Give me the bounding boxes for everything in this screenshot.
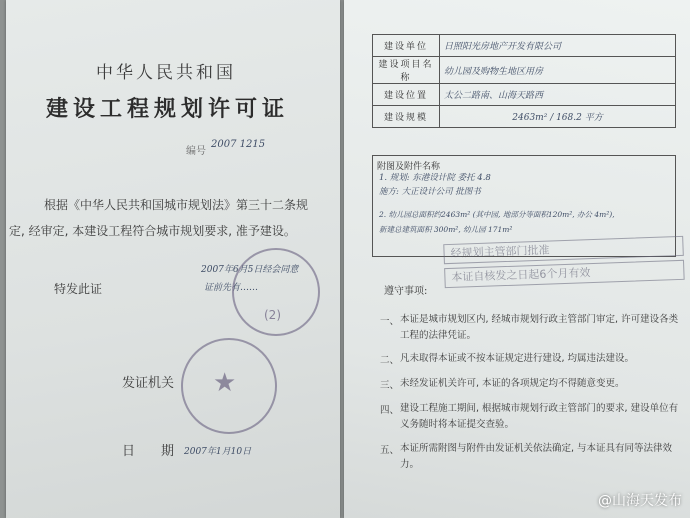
project-info-table bbox=[372, 34, 676, 128]
seal-number: (2) bbox=[264, 308, 281, 322]
table-row bbox=[373, 84, 676, 106]
table-label: 建设规模 bbox=[373, 106, 440, 128]
rubber-stamp bbox=[443, 236, 684, 290]
table-label: 建设单位 bbox=[373, 35, 440, 57]
table-value: 太公二路南、山海天路西 bbox=[440, 84, 676, 106]
notice-text: 本证所需附图与附件由发证机关依法确定, 与本证具有同等法律效力。 bbox=[400, 443, 673, 470]
paragraph-line-2: 定, 经审定, 本建设工程符合城市规划要求, 准予建设。 bbox=[9, 224, 296, 238]
attachments-label: 附图及附件名称 bbox=[377, 162, 441, 172]
attachment-line: 新建总建筑面积 300m², 幼儿园 171m² bbox=[379, 225, 513, 234]
notice-num: 一、 bbox=[380, 316, 400, 327]
special-permit-text: 特发此证 bbox=[54, 282, 103, 296]
table-row bbox=[373, 57, 676, 84]
notice-text: 凡未取得本证或不按本证规定进行建设, 均属违法建设。 bbox=[400, 353, 635, 364]
attachment-line: 1. 规划: 东港设计院 委托 4.8 bbox=[379, 173, 491, 183]
table-value: 日照阳光房地产开发有限公司 bbox=[440, 35, 676, 57]
official-seal-top bbox=[232, 248, 320, 336]
permit-details-page bbox=[344, 0, 690, 518]
table-value: 2463m² / 168.2 平方 bbox=[440, 106, 676, 128]
notice-num: 三、 bbox=[380, 380, 400, 391]
notice-num: 二、 bbox=[380, 355, 400, 366]
permit-cover-page bbox=[6, 0, 340, 518]
handwritten-note-line-1: 2007年6月5日经会同意 bbox=[201, 265, 299, 275]
issuer-label: 发证机关 bbox=[122, 376, 175, 391]
attachment-line: 施方: 大正设计公司 批图书 bbox=[379, 187, 481, 197]
notice-text: 本证是城市规划区内, 经城市规划行政主管部门审定, 许可建设各类工程的法律凭证。 bbox=[400, 314, 679, 341]
notice-title: 遵守事项: bbox=[384, 286, 428, 297]
serial-label: 编号 bbox=[186, 146, 206, 157]
table-row bbox=[373, 35, 676, 57]
official-seal-bottom bbox=[181, 338, 277, 434]
table-label: 建设位置 bbox=[373, 84, 440, 106]
permit-title: 建设工程规划许可证 bbox=[46, 97, 290, 122]
rubber-stamp-line: 本证自核发之日起6个月有效 bbox=[444, 260, 685, 288]
date-label: 日 期 bbox=[122, 444, 175, 459]
table-value: 幼儿园及购物生地区用房 bbox=[440, 57, 676, 84]
weibo-watermark: @山海天发布 bbox=[598, 493, 682, 509]
seal-star-icon: ★ bbox=[213, 368, 237, 398]
table-row bbox=[373, 106, 676, 128]
paragraph-line-1: 根据《中华人民共和国城市规划法》第三十二条规 bbox=[44, 198, 309, 212]
country-heading: 中华人民共和国 bbox=[96, 63, 236, 83]
table-label: 建设项目名称 bbox=[373, 57, 440, 84]
notice-text: 未经发证机关许可, 本证的各项规定均不得随意变更。 bbox=[400, 378, 625, 389]
attachment-line: 2. 幼儿园总面积约2463m² (其中园, 地部分等面积120m², 办公 4m²), bbox=[379, 210, 615, 219]
rubber-stamp-line: 经规划主管部门批准 bbox=[443, 236, 684, 264]
serial-number: 2007 1215 bbox=[211, 139, 266, 150]
notice-num: 五、 bbox=[380, 445, 400, 456]
notice-text: 建设工程施工期间, 根据城市规划行政主管部门的要求, 建设单位有义务随时将本证提交查验。 bbox=[400, 403, 679, 430]
handwritten-note-line-2: 证前先有…… bbox=[204, 283, 259, 293]
date-value: 2007年1月10日 bbox=[184, 447, 252, 457]
notice-num: 四、 bbox=[380, 405, 400, 416]
